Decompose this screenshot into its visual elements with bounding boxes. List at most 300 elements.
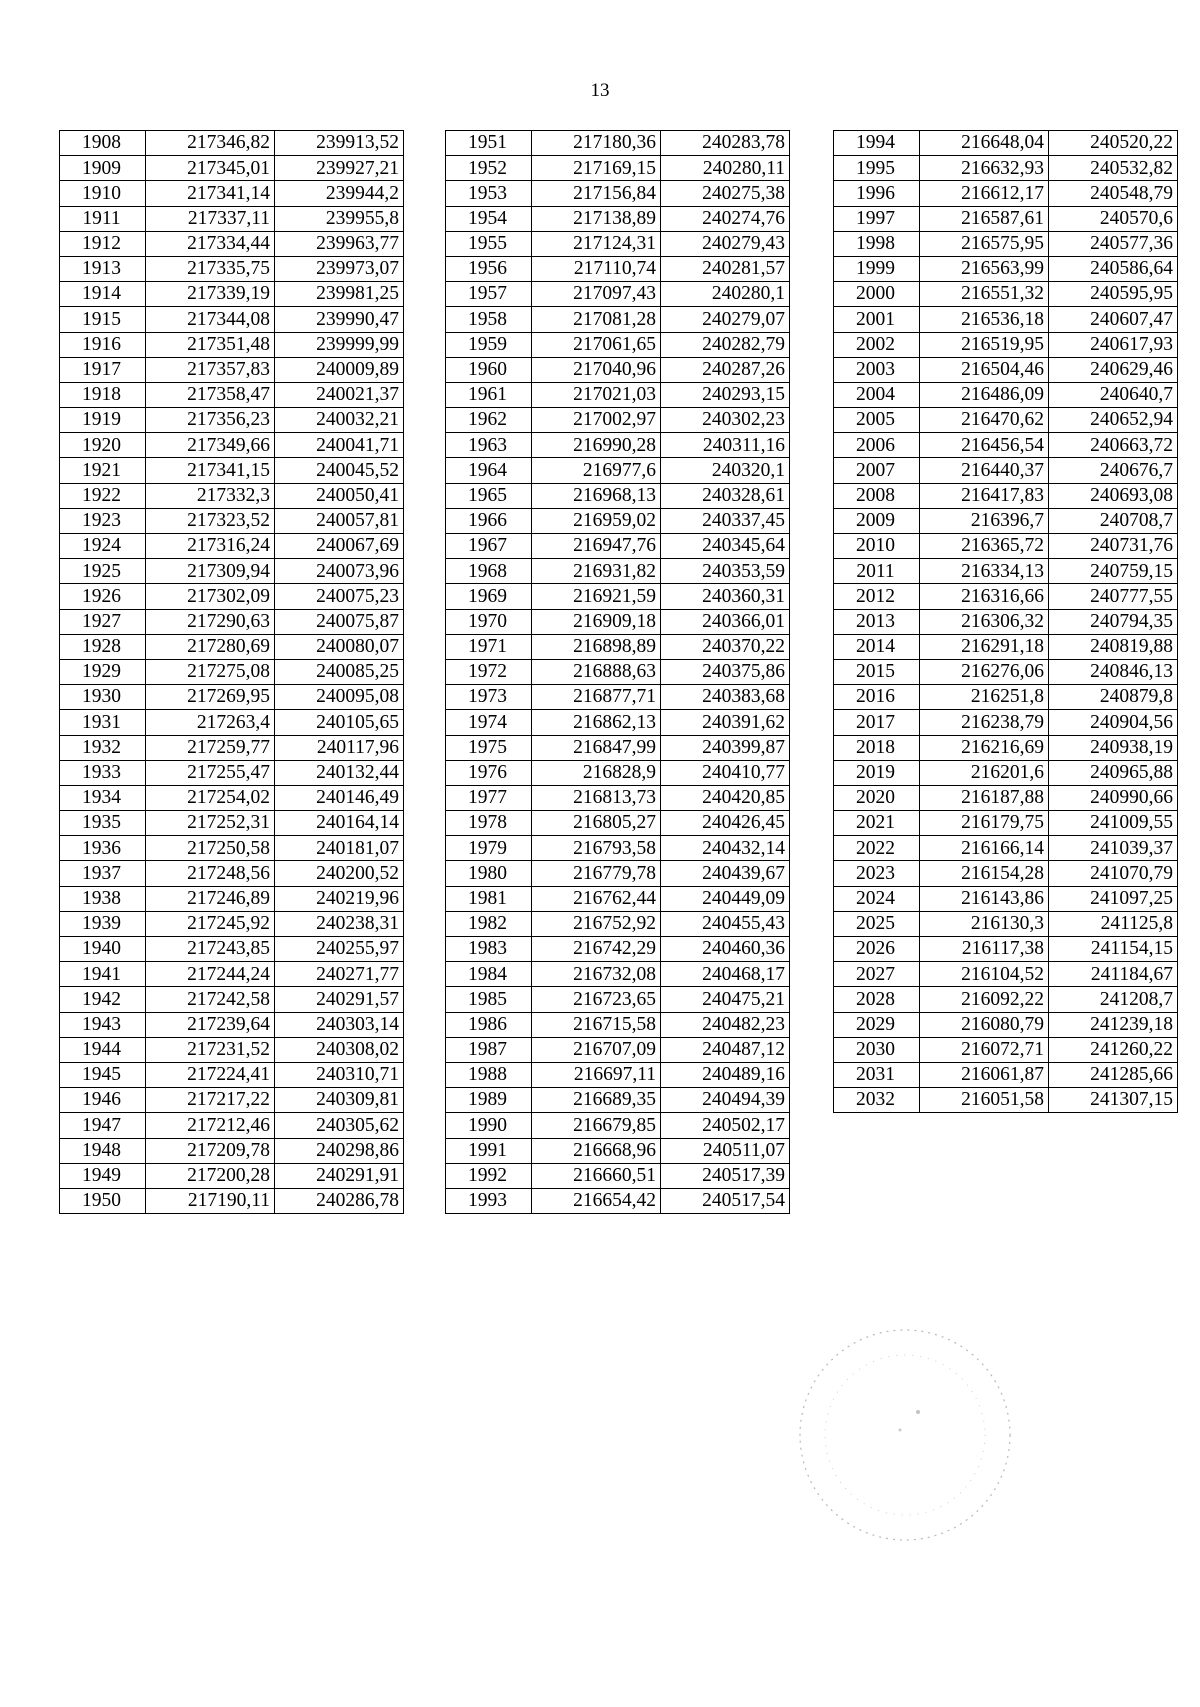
point-number-cell: 1949 bbox=[60, 1163, 146, 1188]
x-coordinate-cell: 216519,95 bbox=[920, 332, 1049, 357]
x-coordinate-cell: 217248,56 bbox=[146, 861, 275, 886]
y-coordinate-cell: 241009,55 bbox=[1049, 811, 1178, 836]
y-coordinate-cell: 240708,7 bbox=[1049, 508, 1178, 533]
x-coordinate-cell: 217263,4 bbox=[146, 710, 275, 735]
point-number-cell: 1936 bbox=[60, 836, 146, 861]
table-row bbox=[834, 332, 1178, 357]
table-row bbox=[446, 962, 790, 987]
x-coordinate-cell: 217002,97 bbox=[532, 408, 661, 433]
x-coordinate-cell: 216130,3 bbox=[920, 911, 1049, 936]
x-coordinate-cell: 217309,94 bbox=[146, 559, 275, 584]
coordinates-table-1 bbox=[59, 130, 404, 1214]
y-coordinate-cell: 240050,41 bbox=[275, 483, 404, 508]
table-row bbox=[834, 937, 1178, 962]
table-row bbox=[60, 559, 404, 584]
x-coordinate-cell: 216715,58 bbox=[532, 1012, 661, 1037]
x-coordinate-cell: 217341,15 bbox=[146, 458, 275, 483]
point-number-cell: 2003 bbox=[834, 357, 920, 382]
x-coordinate-cell: 217346,82 bbox=[146, 131, 275, 156]
y-coordinate-cell: 240577,36 bbox=[1049, 231, 1178, 256]
x-coordinate-cell: 217243,85 bbox=[146, 937, 275, 962]
y-coordinate-cell: 240337,45 bbox=[661, 508, 790, 533]
point-number-cell: 1944 bbox=[60, 1037, 146, 1062]
point-number-cell: 2010 bbox=[834, 534, 920, 559]
x-coordinate-cell: 216238,79 bbox=[920, 710, 1049, 735]
table-row bbox=[446, 911, 790, 936]
table-row bbox=[60, 1037, 404, 1062]
table-row bbox=[60, 811, 404, 836]
y-coordinate-cell: 241260,22 bbox=[1049, 1037, 1178, 1062]
x-coordinate-cell: 217097,43 bbox=[532, 282, 661, 307]
x-coordinate-cell: 216365,72 bbox=[920, 534, 1049, 559]
table-row bbox=[446, 256, 790, 281]
table-row bbox=[60, 1188, 404, 1213]
y-coordinate-cell: 239927,21 bbox=[275, 156, 404, 181]
x-coordinate-cell: 216959,02 bbox=[532, 508, 661, 533]
table-row bbox=[60, 1012, 404, 1037]
x-coordinate-cell: 216689,35 bbox=[532, 1088, 661, 1113]
table-row bbox=[60, 836, 404, 861]
table-row bbox=[446, 307, 790, 332]
table-row bbox=[834, 609, 1178, 634]
x-coordinate-cell: 216504,46 bbox=[920, 357, 1049, 382]
x-coordinate-cell: 217021,03 bbox=[532, 382, 661, 407]
table-row bbox=[446, 634, 790, 659]
x-coordinate-cell: 216813,73 bbox=[532, 785, 661, 810]
y-coordinate-cell: 240489,16 bbox=[661, 1062, 790, 1087]
table-row bbox=[60, 1138, 404, 1163]
y-coordinate-cell: 240693,08 bbox=[1049, 483, 1178, 508]
x-coordinate-cell: 216877,71 bbox=[532, 685, 661, 710]
point-number-cell: 1920 bbox=[60, 433, 146, 458]
table-row bbox=[834, 710, 1178, 735]
table-row bbox=[834, 458, 1178, 483]
x-coordinate-cell: 217081,28 bbox=[532, 307, 661, 332]
y-coordinate-cell: 240460,36 bbox=[661, 937, 790, 962]
table-row bbox=[834, 206, 1178, 231]
y-coordinate-cell: 240067,69 bbox=[275, 534, 404, 559]
y-coordinate-cell: 240200,52 bbox=[275, 861, 404, 886]
point-number-cell: 1924 bbox=[60, 534, 146, 559]
table-row bbox=[446, 886, 790, 911]
point-number-cell: 1939 bbox=[60, 911, 146, 936]
point-number-cell: 1955 bbox=[446, 231, 532, 256]
y-coordinate-cell: 240279,07 bbox=[661, 307, 790, 332]
table-row bbox=[834, 181, 1178, 206]
y-coordinate-cell: 241184,67 bbox=[1049, 962, 1178, 987]
y-coordinate-cell: 240595,95 bbox=[1049, 282, 1178, 307]
point-number-cell: 2008 bbox=[834, 483, 920, 508]
table-row bbox=[446, 584, 790, 609]
x-coordinate-cell: 216104,52 bbox=[920, 962, 1049, 987]
y-coordinate-cell: 240366,01 bbox=[661, 609, 790, 634]
y-coordinate-cell: 240164,14 bbox=[275, 811, 404, 836]
y-coordinate-cell: 240309,81 bbox=[275, 1088, 404, 1113]
point-number-cell: 1962 bbox=[446, 408, 532, 433]
y-coordinate-cell: 240904,56 bbox=[1049, 710, 1178, 735]
y-coordinate-cell: 241154,15 bbox=[1049, 937, 1178, 962]
point-number-cell: 1959 bbox=[446, 332, 532, 357]
y-coordinate-cell: 240439,67 bbox=[661, 861, 790, 886]
point-number-cell: 1940 bbox=[60, 937, 146, 962]
x-coordinate-cell: 217344,08 bbox=[146, 307, 275, 332]
x-coordinate-cell: 217356,23 bbox=[146, 408, 275, 433]
table-row bbox=[446, 1062, 790, 1087]
x-coordinate-cell: 216732,08 bbox=[532, 962, 661, 987]
table-row bbox=[60, 987, 404, 1012]
x-coordinate-cell: 217255,47 bbox=[146, 760, 275, 785]
point-number-cell: 1929 bbox=[60, 659, 146, 684]
x-coordinate-cell: 216977,6 bbox=[532, 458, 661, 483]
y-coordinate-cell: 240432,14 bbox=[661, 836, 790, 861]
y-coordinate-cell: 240487,12 bbox=[661, 1037, 790, 1062]
table-row bbox=[834, 962, 1178, 987]
point-number-cell: 1980 bbox=[446, 861, 532, 886]
point-number-cell: 1908 bbox=[60, 131, 146, 156]
x-coordinate-cell: 217323,52 bbox=[146, 508, 275, 533]
y-coordinate-cell: 240328,61 bbox=[661, 483, 790, 508]
point-number-cell: 1909 bbox=[60, 156, 146, 181]
table-row bbox=[834, 659, 1178, 684]
table-row bbox=[60, 256, 404, 281]
point-number-cell: 1960 bbox=[446, 357, 532, 382]
x-coordinate-cell: 216931,82 bbox=[532, 559, 661, 584]
point-number-cell: 1987 bbox=[446, 1037, 532, 1062]
point-number-cell: 1974 bbox=[446, 710, 532, 735]
x-coordinate-cell: 216888,63 bbox=[532, 659, 661, 684]
point-number-cell: 1932 bbox=[60, 735, 146, 760]
table-row bbox=[834, 685, 1178, 710]
faint-stamp-seal bbox=[790, 1320, 1020, 1550]
y-coordinate-cell: 241039,37 bbox=[1049, 836, 1178, 861]
table-row bbox=[60, 735, 404, 760]
point-number-cell: 2022 bbox=[834, 836, 920, 861]
table-row bbox=[446, 710, 790, 735]
table-row bbox=[834, 634, 1178, 659]
table-row bbox=[446, 861, 790, 886]
y-coordinate-cell: 240320,1 bbox=[661, 458, 790, 483]
table-row bbox=[834, 559, 1178, 584]
point-number-cell: 1978 bbox=[446, 811, 532, 836]
table-row bbox=[446, 1012, 790, 1037]
table-row bbox=[446, 282, 790, 307]
x-coordinate-cell: 216575,95 bbox=[920, 231, 1049, 256]
x-coordinate-cell: 216660,51 bbox=[532, 1163, 661, 1188]
x-coordinate-cell: 216187,88 bbox=[920, 785, 1049, 810]
point-number-cell: 2025 bbox=[834, 911, 920, 936]
x-coordinate-cell: 216707,09 bbox=[532, 1037, 661, 1062]
table-row bbox=[834, 156, 1178, 181]
y-coordinate-cell: 240311,16 bbox=[661, 433, 790, 458]
x-coordinate-cell: 217110,74 bbox=[532, 256, 661, 281]
table-row bbox=[60, 1062, 404, 1087]
x-coordinate-cell: 217316,24 bbox=[146, 534, 275, 559]
table-row bbox=[834, 584, 1178, 609]
y-coordinate-cell: 240652,94 bbox=[1049, 408, 1178, 433]
y-coordinate-cell: 241285,66 bbox=[1049, 1062, 1178, 1087]
table-row bbox=[60, 382, 404, 407]
point-number-cell: 1983 bbox=[446, 937, 532, 962]
x-coordinate-cell: 216612,17 bbox=[920, 181, 1049, 206]
table-row bbox=[60, 408, 404, 433]
point-number-cell: 2006 bbox=[834, 433, 920, 458]
table-row bbox=[834, 886, 1178, 911]
point-number-cell: 2002 bbox=[834, 332, 920, 357]
table-row bbox=[446, 811, 790, 836]
point-number-cell: 1992 bbox=[446, 1163, 532, 1188]
y-coordinate-cell: 239990,47 bbox=[275, 307, 404, 332]
table-row bbox=[446, 483, 790, 508]
point-number-cell: 1958 bbox=[446, 307, 532, 332]
point-number-cell: 1926 bbox=[60, 584, 146, 609]
y-coordinate-cell: 240219,96 bbox=[275, 886, 404, 911]
y-coordinate-cell: 240399,87 bbox=[661, 735, 790, 760]
x-coordinate-cell: 217169,15 bbox=[532, 156, 661, 181]
point-number-cell: 1971 bbox=[446, 634, 532, 659]
table-row bbox=[60, 584, 404, 609]
table-row bbox=[446, 609, 790, 634]
coordinates-table-3 bbox=[833, 130, 1178, 1113]
y-coordinate-cell: 240794,35 bbox=[1049, 609, 1178, 634]
x-coordinate-cell: 216551,32 bbox=[920, 282, 1049, 307]
point-number-cell: 1921 bbox=[60, 458, 146, 483]
y-coordinate-cell: 240057,81 bbox=[275, 508, 404, 533]
x-coordinate-cell: 216723,65 bbox=[532, 987, 661, 1012]
x-coordinate-cell: 216779,78 bbox=[532, 861, 661, 886]
table-row bbox=[60, 156, 404, 181]
point-number-cell: 1948 bbox=[60, 1138, 146, 1163]
x-coordinate-cell: 216990,28 bbox=[532, 433, 661, 458]
y-coordinate-cell: 240287,26 bbox=[661, 357, 790, 382]
x-coordinate-cell: 217351,48 bbox=[146, 332, 275, 357]
table-row bbox=[60, 206, 404, 231]
x-coordinate-cell: 217040,96 bbox=[532, 357, 661, 382]
table-row bbox=[446, 408, 790, 433]
table-row bbox=[834, 483, 1178, 508]
point-number-cell: 1993 bbox=[446, 1188, 532, 1213]
x-coordinate-cell: 217275,08 bbox=[146, 659, 275, 684]
point-number-cell: 1998 bbox=[834, 231, 920, 256]
x-coordinate-cell: 216306,32 bbox=[920, 609, 1049, 634]
point-number-cell: 2014 bbox=[834, 634, 920, 659]
x-coordinate-cell: 217242,58 bbox=[146, 987, 275, 1012]
table-row bbox=[446, 332, 790, 357]
x-coordinate-cell: 217209,78 bbox=[146, 1138, 275, 1163]
point-number-cell: 1910 bbox=[60, 181, 146, 206]
y-coordinate-cell: 240846,13 bbox=[1049, 659, 1178, 684]
point-number-cell: 1935 bbox=[60, 811, 146, 836]
x-coordinate-cell: 216166,14 bbox=[920, 836, 1049, 861]
y-coordinate-cell: 240302,23 bbox=[661, 408, 790, 433]
x-coordinate-cell: 216417,83 bbox=[920, 483, 1049, 508]
x-coordinate-cell: 217337,11 bbox=[146, 206, 275, 231]
y-coordinate-cell: 240517,39 bbox=[661, 1163, 790, 1188]
point-number-cell: 1912 bbox=[60, 231, 146, 256]
point-number-cell: 1975 bbox=[446, 735, 532, 760]
x-coordinate-cell: 217061,65 bbox=[532, 332, 661, 357]
point-number-cell: 2001 bbox=[834, 307, 920, 332]
point-number-cell: 1913 bbox=[60, 256, 146, 281]
point-number-cell: 1968 bbox=[446, 559, 532, 584]
table-row bbox=[446, 1163, 790, 1188]
table-row bbox=[446, 659, 790, 684]
x-coordinate-cell: 216201,6 bbox=[920, 760, 1049, 785]
point-number-cell: 1995 bbox=[834, 156, 920, 181]
point-number-cell: 2005 bbox=[834, 408, 920, 433]
x-coordinate-cell: 216536,18 bbox=[920, 307, 1049, 332]
y-coordinate-cell: 241239,18 bbox=[1049, 1012, 1178, 1037]
y-coordinate-cell: 240146,49 bbox=[275, 785, 404, 810]
y-coordinate-cell: 240280,11 bbox=[661, 156, 790, 181]
y-coordinate-cell: 240345,64 bbox=[661, 534, 790, 559]
y-coordinate-cell: 240468,17 bbox=[661, 962, 790, 987]
table-row bbox=[446, 1113, 790, 1138]
x-coordinate-cell: 217280,69 bbox=[146, 634, 275, 659]
x-coordinate-cell: 217190,11 bbox=[146, 1188, 275, 1213]
table-row bbox=[446, 685, 790, 710]
point-number-cell: 2009 bbox=[834, 508, 920, 533]
y-coordinate-cell: 240282,79 bbox=[661, 332, 790, 357]
y-coordinate-cell: 240353,59 bbox=[661, 559, 790, 584]
point-number-cell: 1941 bbox=[60, 962, 146, 987]
x-coordinate-cell: 216697,11 bbox=[532, 1062, 661, 1087]
table-row bbox=[446, 231, 790, 256]
y-coordinate-cell: 239981,25 bbox=[275, 282, 404, 307]
y-coordinate-cell: 240965,88 bbox=[1049, 760, 1178, 785]
table-row bbox=[60, 710, 404, 735]
y-coordinate-cell: 241097,25 bbox=[1049, 886, 1178, 911]
point-number-cell: 2011 bbox=[834, 559, 920, 584]
point-number-cell: 2018 bbox=[834, 735, 920, 760]
y-coordinate-cell: 239944,2 bbox=[275, 181, 404, 206]
table-row bbox=[60, 483, 404, 508]
y-coordinate-cell: 240640,7 bbox=[1049, 382, 1178, 407]
x-coordinate-cell: 217349,66 bbox=[146, 433, 275, 458]
point-number-cell: 1964 bbox=[446, 458, 532, 483]
table-row bbox=[446, 735, 790, 760]
y-coordinate-cell: 240181,07 bbox=[275, 836, 404, 861]
y-coordinate-cell: 240291,91 bbox=[275, 1163, 404, 1188]
y-coordinate-cell: 240298,86 bbox=[275, 1138, 404, 1163]
y-coordinate-cell: 240080,07 bbox=[275, 634, 404, 659]
point-number-cell: 2007 bbox=[834, 458, 920, 483]
y-coordinate-cell: 240283,78 bbox=[661, 131, 790, 156]
y-coordinate-cell: 240511,07 bbox=[661, 1138, 790, 1163]
table-row bbox=[60, 181, 404, 206]
table-row bbox=[834, 1088, 1178, 1113]
point-number-cell: 2004 bbox=[834, 382, 920, 407]
x-coordinate-cell: 216470,62 bbox=[920, 408, 1049, 433]
x-coordinate-cell: 216456,54 bbox=[920, 433, 1049, 458]
table-row bbox=[60, 231, 404, 256]
point-number-cell: 1919 bbox=[60, 408, 146, 433]
point-number-cell: 1937 bbox=[60, 861, 146, 886]
y-coordinate-cell: 240375,86 bbox=[661, 659, 790, 684]
table-row bbox=[834, 231, 1178, 256]
y-coordinate-cell: 240291,57 bbox=[275, 987, 404, 1012]
x-coordinate-cell: 216154,28 bbox=[920, 861, 1049, 886]
table-row bbox=[834, 131, 1178, 156]
x-coordinate-cell: 216828,9 bbox=[532, 760, 661, 785]
table-row bbox=[60, 861, 404, 886]
x-coordinate-cell: 217239,64 bbox=[146, 1012, 275, 1037]
y-coordinate-cell: 240009,89 bbox=[275, 357, 404, 382]
x-coordinate-cell: 216921,59 bbox=[532, 584, 661, 609]
y-coordinate-cell: 240303,14 bbox=[275, 1012, 404, 1037]
point-number-cell: 1953 bbox=[446, 181, 532, 206]
y-coordinate-cell: 240305,62 bbox=[275, 1113, 404, 1138]
point-number-cell: 1918 bbox=[60, 382, 146, 407]
y-coordinate-cell: 240370,22 bbox=[661, 634, 790, 659]
table-row bbox=[446, 458, 790, 483]
point-number-cell: 1952 bbox=[446, 156, 532, 181]
point-number-cell: 2023 bbox=[834, 861, 920, 886]
table-row bbox=[834, 408, 1178, 433]
x-coordinate-cell: 216752,92 bbox=[532, 911, 661, 936]
point-number-cell: 1950 bbox=[60, 1188, 146, 1213]
table-row bbox=[446, 131, 790, 156]
point-number-cell: 1928 bbox=[60, 634, 146, 659]
y-coordinate-cell: 240310,71 bbox=[275, 1062, 404, 1087]
point-number-cell: 1989 bbox=[446, 1088, 532, 1113]
table-row bbox=[834, 760, 1178, 785]
y-coordinate-cell: 241307,15 bbox=[1049, 1088, 1178, 1113]
point-number-cell: 1994 bbox=[834, 131, 920, 156]
y-coordinate-cell: 240938,19 bbox=[1049, 735, 1178, 760]
y-coordinate-cell: 240410,77 bbox=[661, 760, 790, 785]
y-coordinate-cell: 240420,85 bbox=[661, 785, 790, 810]
table-row bbox=[834, 534, 1178, 559]
table-row bbox=[834, 382, 1178, 407]
table-row bbox=[60, 332, 404, 357]
x-coordinate-cell: 216898,89 bbox=[532, 634, 661, 659]
table-row bbox=[60, 634, 404, 659]
y-coordinate-cell: 239973,07 bbox=[275, 256, 404, 281]
y-coordinate-cell: 240548,79 bbox=[1049, 181, 1178, 206]
y-coordinate-cell: 240819,88 bbox=[1049, 634, 1178, 659]
x-coordinate-cell: 217246,89 bbox=[146, 886, 275, 911]
y-coordinate-cell: 240879,8 bbox=[1049, 685, 1178, 710]
table-row bbox=[60, 760, 404, 785]
table-row bbox=[60, 357, 404, 382]
x-coordinate-cell: 216440,37 bbox=[920, 458, 1049, 483]
point-number-cell: 2028 bbox=[834, 987, 920, 1012]
table-row bbox=[834, 987, 1178, 1012]
x-coordinate-cell: 216587,61 bbox=[920, 206, 1049, 231]
y-coordinate-cell: 241070,79 bbox=[1049, 861, 1178, 886]
point-number-cell: 1970 bbox=[446, 609, 532, 634]
page-number: 13 bbox=[590, 80, 610, 101]
table-row bbox=[834, 836, 1178, 861]
point-number-cell: 1997 bbox=[834, 206, 920, 231]
table-row bbox=[60, 131, 404, 156]
y-coordinate-cell: 240271,77 bbox=[275, 962, 404, 987]
y-coordinate-cell: 240274,76 bbox=[661, 206, 790, 231]
table-row bbox=[446, 508, 790, 533]
x-coordinate-cell: 216251,8 bbox=[920, 685, 1049, 710]
table-row bbox=[60, 937, 404, 962]
point-number-cell: 2012 bbox=[834, 584, 920, 609]
point-number-cell: 2016 bbox=[834, 685, 920, 710]
table-row bbox=[446, 156, 790, 181]
x-coordinate-cell: 216092,22 bbox=[920, 987, 1049, 1012]
point-number-cell: 2024 bbox=[834, 886, 920, 911]
point-number-cell: 1999 bbox=[834, 256, 920, 281]
y-coordinate-cell: 240990,66 bbox=[1049, 785, 1178, 810]
point-number-cell: 1947 bbox=[60, 1113, 146, 1138]
point-number-cell: 2017 bbox=[834, 710, 920, 735]
y-coordinate-cell: 240759,15 bbox=[1049, 559, 1178, 584]
